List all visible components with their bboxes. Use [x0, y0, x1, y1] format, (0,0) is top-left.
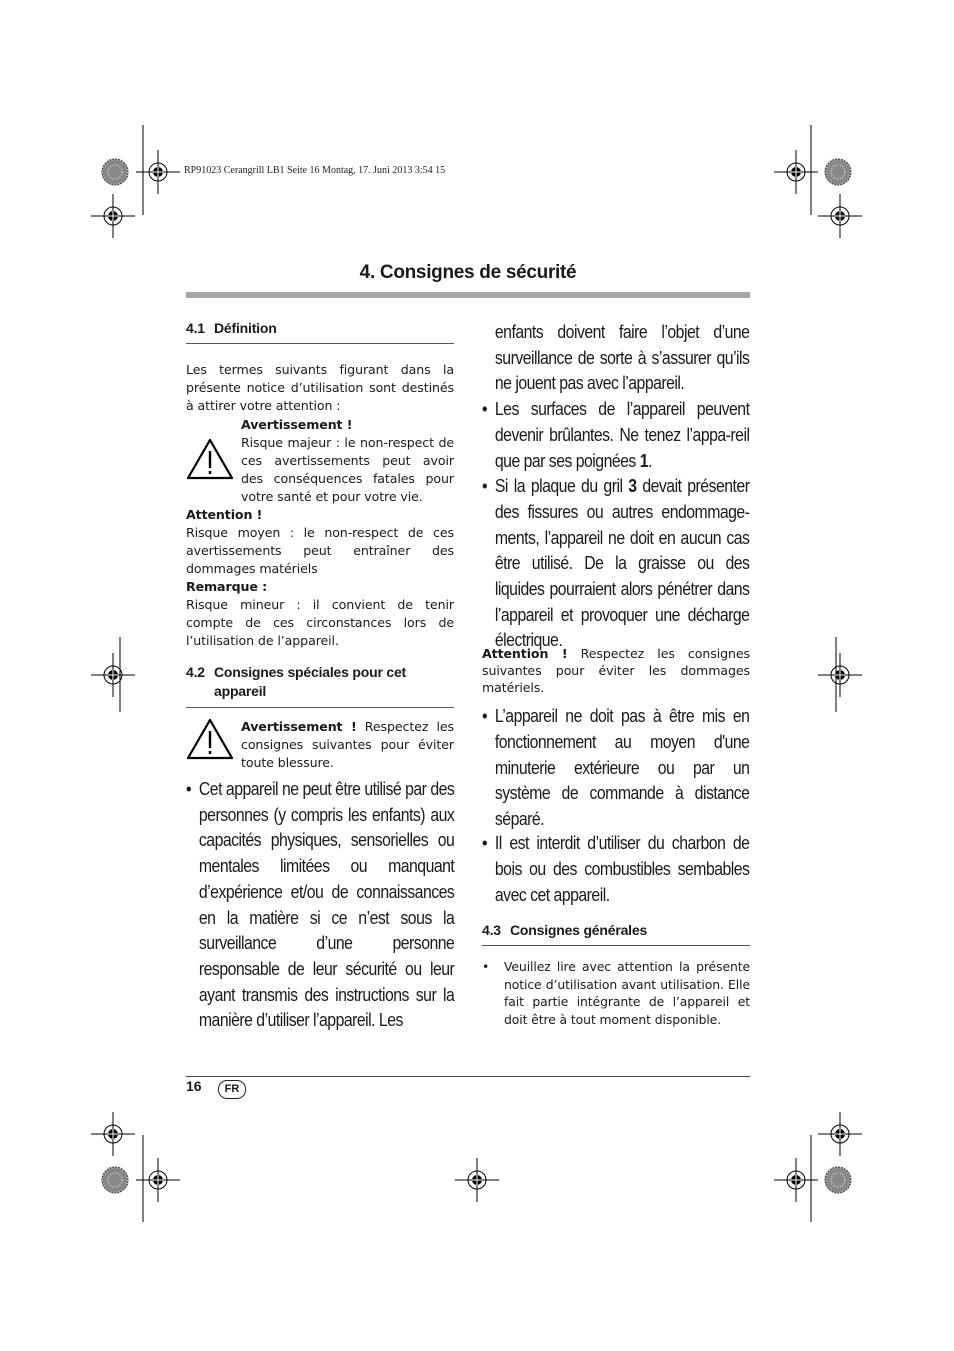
right-column	[482, 319, 750, 1028]
attention-text: Respectez les consignes suivantes pour éviter les dommages matériels.	[482, 646, 750, 696]
section-4-2-heading	[186, 663, 454, 701]
attention-label: Attention !	[482, 646, 568, 662]
warning-triangle-icon	[186, 718, 234, 760]
section-number: 4.2	[186, 664, 205, 680]
section-4-1-heading	[186, 320, 454, 336]
bullet-text: devait présenter des fissures ou autres endommage-ments, l’appareil ne doit en aucun cas être utilisé. De la graisse ou des liquides pourraient alors pénétrer dans l’appareil et provoquer une décharge électrique.	[494, 475, 750, 651]
bullet-item	[482, 396, 749, 473]
bullet-text-end: .	[647, 449, 652, 471]
warning-label: Avertissement !	[241, 417, 353, 432]
warning-block	[186, 416, 454, 506]
remark-label: Remarque :	[186, 579, 268, 594]
bullet-continuation: enfants doivent faire l’objet d’une surveillance de sorte à s’assurer qu’ils ne jouent pas avec l’appareil.	[494, 321, 750, 394]
section-number: 4.3	[482, 922, 501, 939]
bullet-item: • Cet appareil ne peut être utilisé par des personnes (y compris les enfants) aux capacités physiques, sensorielles ou mentales limitées ou manquant d’expérience et/ou de connaissances en la matière si ce n’est sous la surveillance d’une personne responsable de leur sécurité ou leur ayant transmis des instructions sur la manière d’utiliser l’appareil. Les	[186, 776, 454, 1033]
warning-block	[186, 718, 454, 772]
section-name-line2: appareil	[214, 683, 267, 699]
warning-triangle-icon	[186, 438, 234, 480]
section-4-3-heading	[482, 922, 750, 938]
bullet-item: • Il est interdit d’utiliser du charbon de bois ou des combustibles sembables avec cet appareil.	[482, 830, 749, 907]
section-number: 4.1	[186, 320, 205, 336]
section-rule	[186, 707, 454, 708]
page-number: 16	[186, 1078, 202, 1094]
section-name-line1: Consignes spéciales pour cet	[214, 664, 407, 680]
warning-label: Avertissement !	[241, 719, 357, 734]
warning-text: Risque majeur : le non-respect de ces avertissements peut avoir des conséquences fatales pour votre santé et pour votre vie.	[241, 435, 454, 504]
bullet-item	[482, 473, 749, 653]
footer-rule	[186, 1076, 750, 1077]
bullet-item: • L’appareil ne doit pas à être mis en fonctionnement au moyen d'une minuterie extérieure ou par un système de commande à distance séparé.	[482, 703, 749, 832]
section-name: Consignes générales	[510, 922, 648, 939]
part-ref: 1	[639, 449, 648, 471]
attention-text: Risque moyen : le non-respect de ces avertissements peut entraîner des dommages matériels	[186, 525, 454, 576]
attention-label: Attention !	[186, 507, 263, 522]
print-slug-line: RP91023 Cerangrill LB1 Seite 16 Montag, 17. Juni 2013 3:54 15	[184, 165, 446, 176]
part-ref: 3	[628, 475, 637, 497]
page-title: 4. Consignes de sécurité	[359, 262, 577, 283]
remark-text: Risque mineur : il convient de tenir compte de ces circonstances lors de l’utilisation de l’appareil.	[186, 597, 454, 648]
section-name: Définition	[214, 320, 277, 336]
title-bar	[186, 292, 750, 298]
warning-text: Respectez les consignes suivantes pour éviter toute blessure.	[241, 719, 454, 770]
bullet-text: Les surfaces de l’appareil peuvent devenir brûlantes. Ne tenez l’appa-reil que par ses poignées	[494, 398, 750, 471]
section-rule	[482, 945, 750, 946]
language-badge: FR	[218, 1080, 246, 1099]
bullet-text: Si la plaque du gril	[494, 475, 629, 497]
left-column	[186, 320, 454, 1033]
definition-intro: Les termes suivants figurant dans la présente notice d’utilisation sont destinés à attirer votre attention :	[186, 362, 454, 413]
bullet-item: • Veuillez lire avec attention la présente notice d’utilisation avant utilisation. Elle fait partie intégrante de l’appareil et doit être à tout moment disponible.	[482, 958, 750, 1028]
section-rule	[186, 343, 454, 344]
